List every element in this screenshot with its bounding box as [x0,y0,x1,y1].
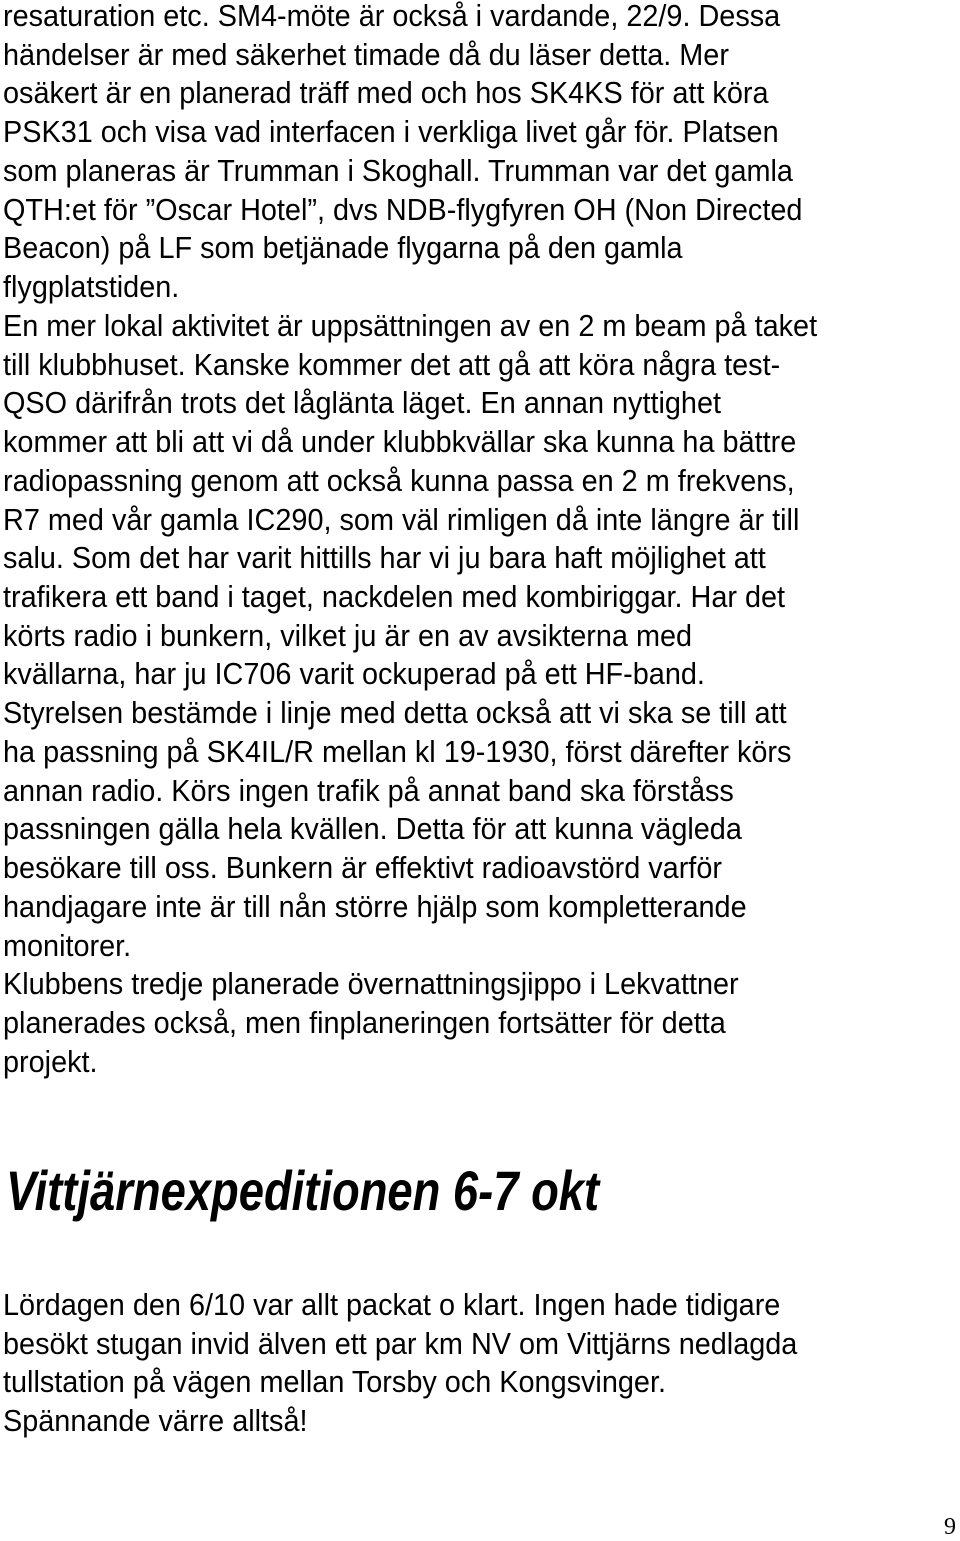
text-line: till klubbhuset. Kanske kommer det att gå att köra några test- [3,346,781,382]
page-number: 9 [944,1514,956,1540]
text-line: tullstation på vägen mellan Torsby och Kongsvinger. [3,1364,666,1400]
text-line: besökare till oss. Bunkern är effektivt radioavstörd varför [3,850,722,886]
text-line: Klubbens tredje planerade övernattningsjippo i Lekvattner [3,966,739,1002]
text-line: radiopassning genom att också kunna passa en 2 m frekvens, [3,462,795,498]
text-line: kommer att bli att vi då under klubbkvällar ska kunna ha bättre [3,424,797,460]
text-line: projekt. [3,1043,98,1079]
text-line: Beacon) på LF som betjänade flygarna på den gamla [3,230,683,266]
text-line: R7 med vår gamla IC290, som väl rimligen då inte längre är till [3,501,800,537]
section-heading: Vittjärnexpeditionen 6-7 okt [6,1159,600,1222]
text-line: körts radio i bunkern, vilket ju är en av avsikterna med [3,617,693,653]
text-line: flygplatstiden. [3,269,180,305]
text-line: Styrelsen bestämde i linje med detta också att vi ska se till att [3,695,787,731]
text-line: resaturation etc. SM4-möte är också i vardande, 22/9. Dessa [3,0,781,33]
text-line: monitorer. [3,927,132,963]
text-line: trafikera ett band i taget, nackdelen med kombiriggar. Har det [3,579,786,615]
text-line: besökt stugan invid älven ett par km NV om Vittjärns nedlagda [3,1325,798,1361]
text-line: händelser är med säkerhet timade då du läser detta. Mer [3,36,729,72]
text-line: planerades också, men finplaneringen fortsätter för detta [3,1005,726,1041]
text-line: Lördagen den 6/10 var allt packat o klart. Ingen hade tidigare [3,1287,781,1322]
text-line: QSO därifrån trots det låglänta läget. En annan nyttighet [3,385,722,421]
text-line: Spännande värre alltså! [3,1403,308,1439]
text-line: ha passning på SK4IL/R mellan kl 19-1930, först därefter körs [3,733,792,769]
text-line: kvällarna, har ju IC706 varit ockuperad på ett HF-band. [3,656,705,692]
text-line: passningen gälla hela kvällen. Detta för att kunna vägleda [3,811,742,847]
text-line: annan radio. Körs ingen trafik på annat band ska förståss [3,772,734,808]
body-text [3,0,817,1082]
text-line: QTH:et för ”Oscar Hotel”, dvs NDB-flygfyren OH (Non Directed [3,191,803,227]
text-line: En mer lokal aktivitet är uppsättningen av en 2 m beam på taket [3,307,818,343]
text-line: salu. Som det har varit hittills har vi ju bara haft möjlighet att [3,540,766,576]
text-line: handjagare inte är till nån större hjälp som kompletterande [3,888,747,924]
text-line: PSK31 och visa vad interfacen i verkliga livet går för. Platsen [3,114,779,150]
text-line: som planeras är Trumman i Skoghall. Trumman var det gamla [3,152,793,188]
text-line: osäkert är en planerad träff med och hos SK4KS för att köra [3,75,769,111]
section-body-text [3,1286,797,1441]
